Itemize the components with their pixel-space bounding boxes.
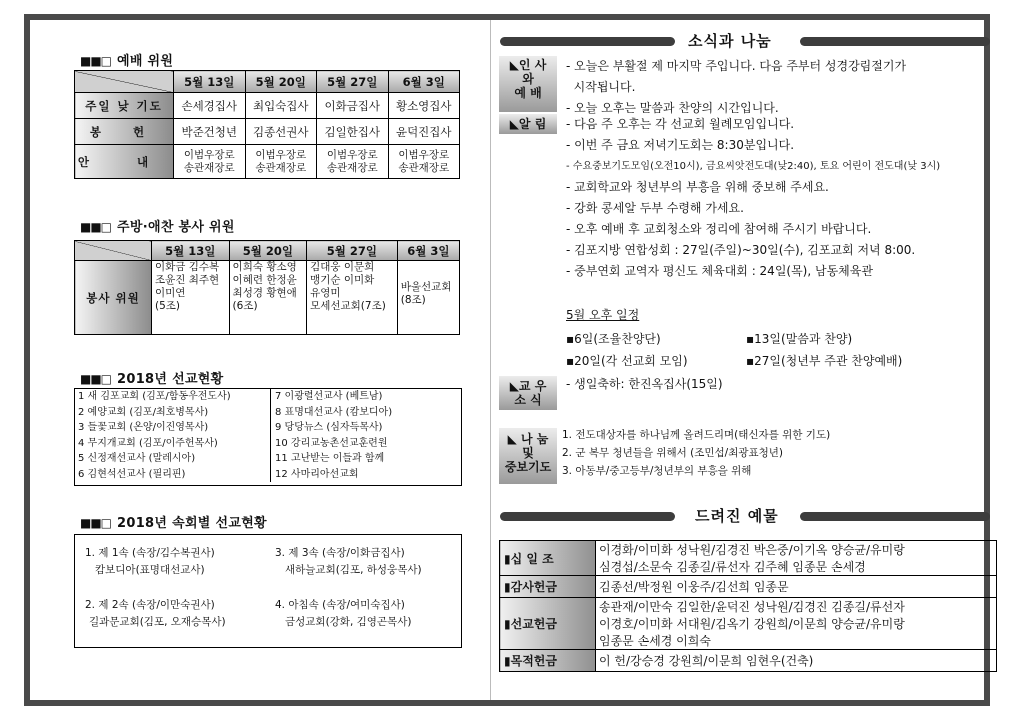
label-line: ◣인 사 [509, 58, 547, 72]
mission-header [80, 368, 224, 387]
worship-table [74, 70, 460, 179]
list-item: 9 당당뉴스 (심자득목사) [275, 422, 383, 433]
district-line: 금성교회(강화, 김영곤목사) [285, 616, 412, 628]
worship-header [80, 50, 173, 69]
offering-line: 임종문 손세경 이희숙 [599, 634, 711, 648]
list-item: 3 들꽃교회 (온양/이진영목사) [78, 422, 209, 433]
table-cell: 이범우장로 송관재장로 [174, 145, 246, 179]
notice-label-box [499, 114, 557, 134]
news-line: 3. 아동부/중고등부/청년부의 부흥을 위해 [562, 465, 752, 477]
row-label: 주일 낮 기도 [75, 93, 174, 119]
list-item: 7 이광렬선교사 (베트남) [275, 391, 383, 402]
list-item: 6 김현석선교사 (필리핀) [78, 468, 186, 480]
title-bar-right [800, 37, 990, 46]
label-line: 와 [522, 72, 534, 86]
offering-line: 이경호/이미화 서대원/김옥기 강원희/이문희 양승균/유미랑 [599, 617, 905, 631]
table-cell: 박준건청년 [174, 119, 246, 145]
fellowship-text: - 생일축하: 한진옥집사(15일) [566, 377, 723, 391]
list-item: 8 표명대선교사 (캄보디아) [275, 406, 393, 418]
date-cell: 6월 3일 [388, 71, 460, 93]
label-line: 중보기도 [504, 460, 552, 474]
kitchen-table [74, 240, 460, 335]
corner-cell [75, 71, 174, 93]
schedule-item: ▪6일(조율찬양단) [566, 332, 661, 346]
table-cell: 김일한집사 [317, 119, 389, 145]
table-cell: 최입숙집사 [245, 93, 317, 119]
news-line: - 강화 콩세알 두부 수령해 가세요. [566, 201, 744, 215]
offering-label: ▮감사헌금 [500, 576, 596, 598]
news-line: 2. 군 복무 청년들을 위해서 (조민섭/최광표청년) [562, 447, 784, 459]
prayer-label [499, 432, 557, 474]
offering-line: 심경섭/소문숙 김종길/류선자 김주혜 임종문 손세경 [599, 560, 866, 574]
date-cell: 5월 13일 [152, 241, 230, 261]
kitchen-cell [229, 261, 307, 335]
kitchen-header-text: 주방·애찬 봉사 위원 [117, 220, 235, 235]
label-line: ◣교 우 [509, 379, 547, 393]
offering-names [596, 541, 997, 576]
column-divider [490, 20, 491, 700]
kitchen-cell [152, 261, 230, 335]
schedule-item: ▪13일(말씀과 찬양) [746, 332, 853, 346]
district-line: 새하늘교회(김포, 하성웅목사) [285, 564, 422, 576]
notice-label: ◣알 림 [509, 117, 547, 131]
bars-icon: ■■□ [80, 220, 112, 234]
label-line: 예 배 [514, 86, 542, 100]
district-line: 1. 제 1속 (속장/김수복권사) [85, 547, 215, 559]
kitchen-names: 바울선교회 [400, 281, 452, 293]
date-cell: 6월 3일 [397, 241, 459, 261]
table-cell: 이범우장로 송관재장로 [388, 145, 460, 179]
corner-cell [75, 241, 152, 261]
district-header [80, 512, 267, 531]
schedule-title: 5월 오후 일정 [566, 308, 640, 322]
prayer-label-box [499, 428, 557, 484]
prayer-text [562, 426, 830, 480]
greeting-text [566, 56, 906, 119]
mission-left-list [75, 389, 271, 482]
offering-title: 드려진 예물 [695, 507, 779, 525]
schedule-text: 6일(조율찬양단) [574, 332, 661, 346]
offering-line: 송관재/이만숙 김일한/윤덕진 성낙원/김경진 김종길/류선자 [599, 600, 905, 614]
schedule-item: ▪27일(청년부 주관 찬양예배) [746, 354, 903, 368]
district-item [275, 597, 411, 631]
bars-icon: ■■□ [80, 516, 112, 530]
news-line: - 이번 주 금요 저녁기도회는 8:30분입니다. [566, 138, 795, 152]
kitchen-header [80, 216, 235, 235]
mission-header-text: 2018년 선교현황 [117, 372, 224, 387]
news-line: - 교회학교와 청년부의 부흥을 위해 중보해 주세요. [566, 180, 829, 194]
fellowship-label [499, 379, 557, 407]
news-line: - 오늘은 부활절 제 마지막 주입니다. 다음 주부터 성경강림절기가 [566, 59, 907, 73]
table-cell: 윤덕진집사 [388, 119, 460, 145]
list-item: 4 무지개교회 (김포/이주헌목사) [78, 437, 218, 449]
news-line: - 오늘 오후는 말씀과 찬양의 시간입니다. [566, 101, 779, 115]
kitchen-group: (5조) [155, 300, 181, 312]
worship-header-text: 예배 위원 [117, 54, 174, 69]
kitchen-cell [307, 261, 398, 335]
kitchen-group: 모세선교회(7조) [310, 300, 386, 312]
kitchen-group: (6조) [232, 300, 258, 312]
list-item: 10 강리교농촌선교훈련원 [275, 437, 388, 449]
kitchen-names: 이희숙 황소영 이혜련 한정윤 최성경 황현애 [232, 261, 297, 299]
news-line: - 김포지방 연합성회 : 27일(주일)~30일(수), 김포교회 저녁 8:00. [566, 243, 916, 257]
notice-text [566, 114, 940, 282]
schedule-item: ▪20일(각 선교회 모임) [566, 354, 688, 368]
offering-label: ▮십 일 조 [500, 541, 596, 576]
kitchen-cell [397, 261, 459, 335]
district-item [85, 597, 226, 631]
district-item [275, 545, 422, 579]
table-cell: 이화금집사 [317, 93, 389, 119]
list-item: 12 사마리아선교회 [275, 468, 359, 480]
title-bar-left [500, 37, 675, 46]
row-label: 봉 헌 [75, 119, 174, 145]
date-cell: 5월 20일 [245, 71, 317, 93]
title-bar-right [800, 512, 990, 521]
news-line: 1. 전도대상자를 하나님께 올려드리며(태신자를 위한 기도) [562, 429, 831, 441]
news-line: - 오후 예배 후 교회청소와 정리에 참여해 주시기 바랍니다. [566, 222, 872, 236]
news-line: - 다음 주 오후는 각 선교회 월례모임입니다. [566, 117, 795, 131]
mission-box [74, 388, 462, 486]
row-label: 안 내 [75, 145, 174, 179]
schedule-text: 13일(말씀과 찬양) [754, 332, 853, 346]
district-line: 3. 제 3속 (속장/이화금집사) [275, 547, 405, 559]
district-line: 2. 제 2속 (속장/이만숙권사) [85, 599, 215, 611]
news-line: - 수요중보기도모임(오전10시), 금요씨앗전도대(낮2:40), 토요 어린이 전도대(낮 3시) [566, 161, 941, 172]
offering-line: 이경화/이미화 성낙원/김경진 박은중/이기옥 양승균/유미랑 [599, 543, 905, 557]
kitchen-names: 김대웅 이문희 맹기순 이미화 유영미 [310, 261, 375, 299]
bars-icon: ■■□ [80, 372, 112, 386]
date-cell: 5월 13일 [174, 71, 246, 93]
table-cell: 김종선권사 [245, 119, 317, 145]
label-line: ◣ 나 눔 [507, 432, 549, 446]
offering-names [596, 650, 997, 672]
district-header-text: 2018년 속회별 선교현황 [117, 516, 267, 531]
label-line: 및 [522, 446, 534, 460]
kitchen-names: 이화금 김수복 조윤진 최주현 이미연 [155, 261, 220, 299]
date-cell: 5월 27일 [307, 241, 398, 261]
table-cell: 손세경집사 [174, 93, 246, 119]
table-cell: 이범우장로 송관재장로 [245, 145, 317, 179]
offering-table [499, 540, 997, 672]
table-cell: 황소영집사 [388, 93, 460, 119]
offering-line: 김종선/박정원 이웅주/김선희 임종문 [599, 580, 789, 594]
offering-line: 이 헌/강승경 강원희/이문희 임현우(건축) [599, 654, 814, 668]
news-title: 소식과 나눔 [688, 32, 772, 50]
schedule-text: 27일(청년부 주관 찬양예배) [754, 354, 903, 368]
mission-left-items [75, 389, 271, 482]
district-line: 4. 아침속 (속장/여미숙집사) [275, 599, 405, 611]
district-line: 길과문교회(김포, 오재승목사) [89, 616, 226, 628]
date-cell: 5월 27일 [317, 71, 389, 93]
district-item [85, 545, 215, 579]
offering-label: ▮선교헌금 [500, 598, 596, 650]
bars-icon: ■■□ [80, 54, 112, 68]
news-line: - 중부연회 교역자 평신도 체육대회 : 24일(목), 남동체육관 [566, 264, 873, 278]
offering-names [596, 598, 997, 650]
greeting-label-box [499, 56, 557, 112]
district-line: 캄보디아(표명대선교사) [95, 564, 205, 576]
fellowship-label-box [499, 376, 557, 410]
title-bar-left [500, 512, 675, 521]
schedule-text: 20일(각 선교회 모임) [574, 354, 688, 368]
district-box [74, 534, 462, 648]
list-item: 11 고난받는 이들과 함께 [275, 453, 385, 464]
row-label: 봉사 위원 [75, 261, 152, 335]
list-item: 2 예양교회 (김포/최호병목사) [78, 406, 209, 418]
table-cell: 이범우장로 송관재장로 [317, 145, 389, 179]
date-cell: 5월 20일 [229, 241, 307, 261]
list-item: 1 새 김포교회 (김포/함동우전도사) [78, 391, 231, 402]
offering-label: ▮목적헌금 [500, 650, 596, 672]
greeting-label [499, 58, 557, 100]
offering-names [596, 576, 997, 598]
label-line: 소 식 [514, 393, 542, 407]
news-line: 시작됩니다. [566, 80, 636, 94]
mission-right-list [275, 389, 459, 482]
kitchen-group: (8조) [400, 294, 426, 306]
list-item: 5 신정재선교사 (말레시아) [78, 453, 196, 464]
